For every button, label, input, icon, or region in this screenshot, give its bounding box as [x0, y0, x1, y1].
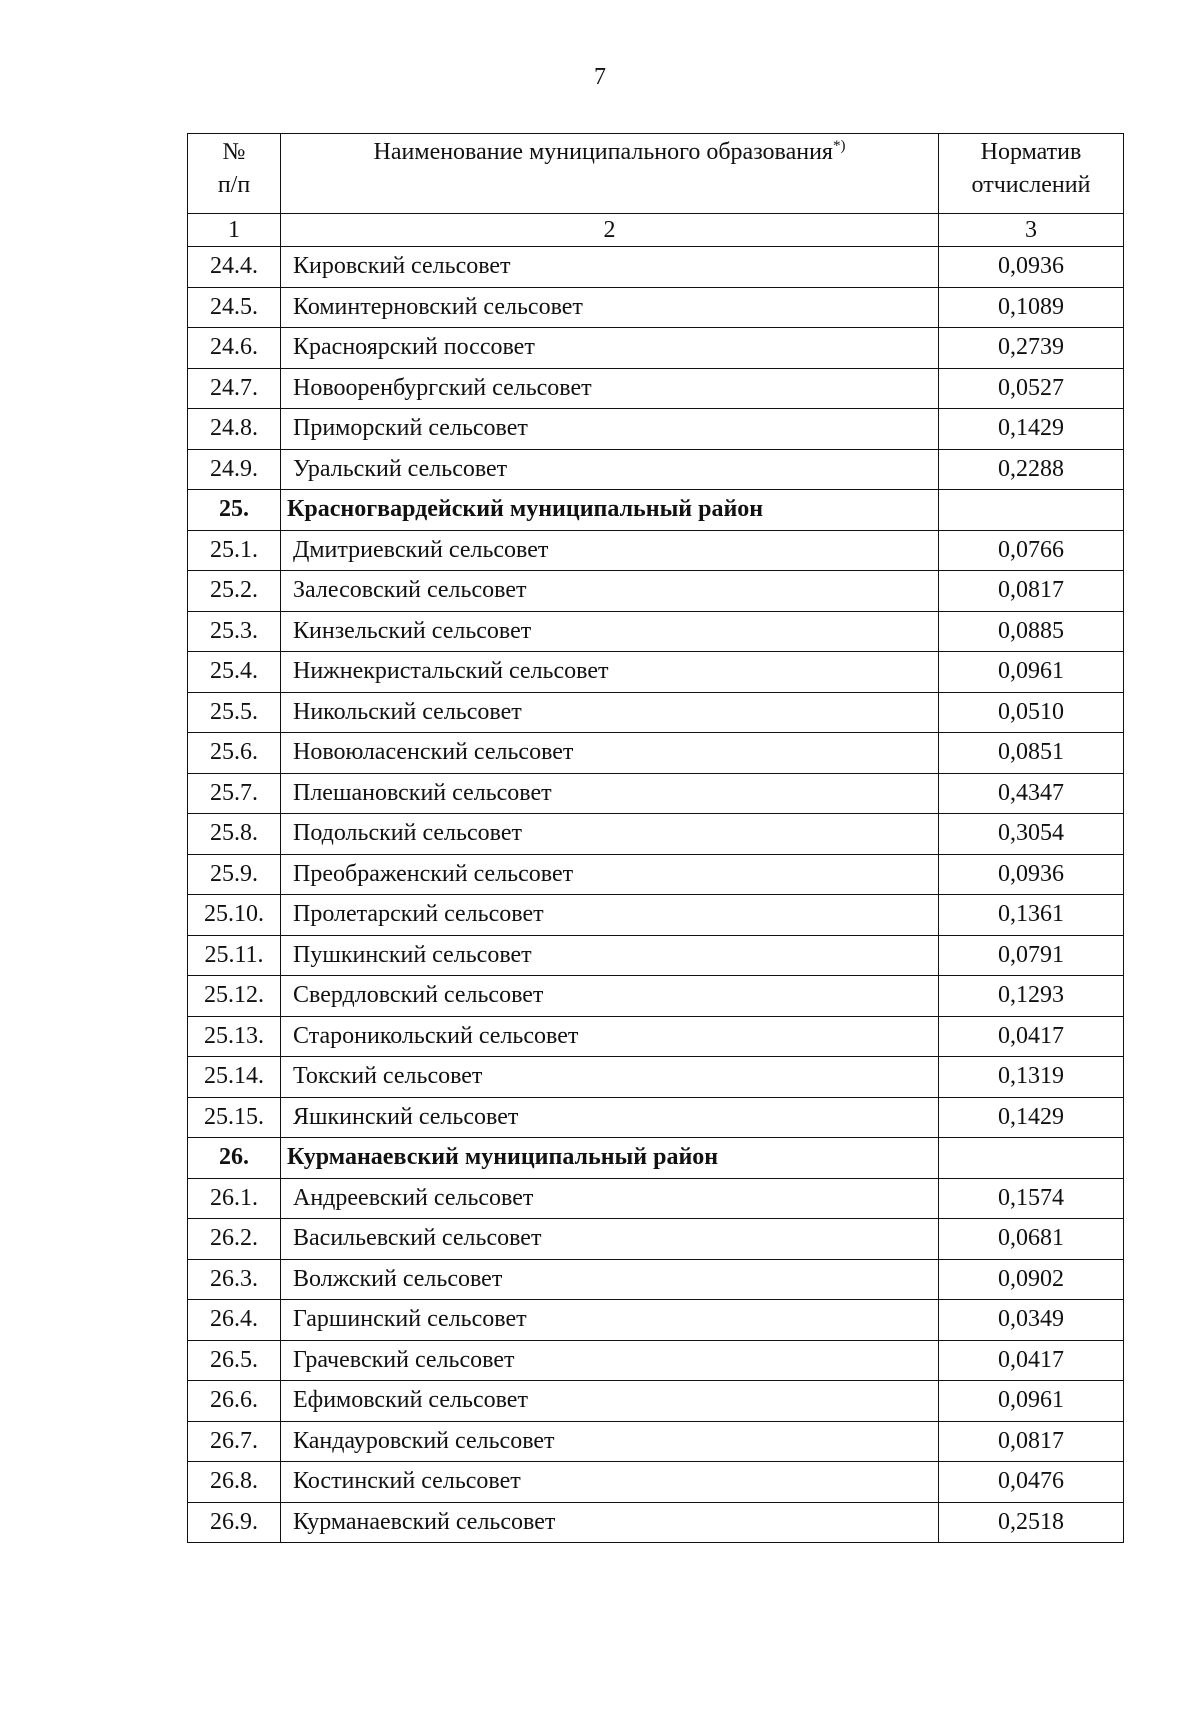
row-number: 26.: [188, 1138, 281, 1179]
row-name: Грачевский сельсовет: [281, 1340, 939, 1381]
row-number: 24.4.: [188, 247, 281, 288]
row-number: 25.1.: [188, 530, 281, 571]
row-number: 24.6.: [188, 328, 281, 369]
header-norm-line1: Норматив: [980, 139, 1082, 165]
table-row: [188, 1097, 1124, 1138]
row-name: Красноярский поссовет: [281, 328, 939, 369]
column-index-1: 1: [188, 214, 281, 247]
row-number: 26.3.: [188, 1259, 281, 1300]
row-name: Костинский сельсовет: [281, 1462, 939, 1503]
row-number: 25.3.: [188, 611, 281, 652]
row-value: 0,0817: [939, 571, 1124, 612]
table-row: [188, 692, 1124, 733]
table-row: [188, 530, 1124, 571]
row-name: Подольский сельсовет: [281, 814, 939, 855]
row-value: 0,2739: [939, 328, 1124, 369]
row-number: 25.15.: [188, 1097, 281, 1138]
table-row: [188, 773, 1124, 814]
table-row: [188, 935, 1124, 976]
row-number: 25.6.: [188, 733, 281, 774]
row-value: 0,3054: [939, 814, 1124, 855]
table-row: [188, 814, 1124, 855]
row-value: 0,0681: [939, 1219, 1124, 1260]
table-row: [188, 1340, 1124, 1381]
table-row: [188, 733, 1124, 774]
table-body: [188, 247, 1124, 1543]
row-value: 0,0766: [939, 530, 1124, 571]
row-name: Уральский сельсовет: [281, 449, 939, 490]
table-row: [188, 1381, 1124, 1422]
row-value: [939, 1138, 1124, 1179]
row-number: 24.8.: [188, 409, 281, 450]
row-name: Токский сельсовет: [281, 1057, 939, 1098]
row-value: 0,1429: [939, 1097, 1124, 1138]
table-row: [188, 287, 1124, 328]
row-name: Плешановский сельсовет: [281, 773, 939, 814]
row-number: 26.1.: [188, 1178, 281, 1219]
table-row: [188, 368, 1124, 409]
column-index-3: 3: [939, 214, 1124, 247]
row-value: [939, 490, 1124, 531]
header-norm: [939, 134, 1124, 214]
row-number: 26.4.: [188, 1300, 281, 1341]
row-value: 0,0417: [939, 1340, 1124, 1381]
district-row: [188, 1138, 1124, 1179]
table-row: [188, 1016, 1124, 1057]
row-value: 0,0817: [939, 1421, 1124, 1462]
row-name: Андреевский сельсовет: [281, 1178, 939, 1219]
row-name: Коминтерновский сельсовет: [281, 287, 939, 328]
row-number: 25.12.: [188, 976, 281, 1017]
row-name: Дмитриевский сельсовет: [281, 530, 939, 571]
row-value: 0,0961: [939, 652, 1124, 693]
row-value: 0,1361: [939, 895, 1124, 936]
row-name: Новооренбургский сельсовет: [281, 368, 939, 409]
row-name: Курманаевский сельсовет: [281, 1502, 939, 1543]
row-value: 0,0527: [939, 368, 1124, 409]
row-name: Кандауровский сельсовет: [281, 1421, 939, 1462]
row-name: Ефимовский сельсовет: [281, 1381, 939, 1422]
row-number: 25.5.: [188, 692, 281, 733]
district-row: [188, 490, 1124, 531]
row-number: 26.2.: [188, 1219, 281, 1260]
header-number-line2: п/п: [217, 172, 251, 198]
table-row: [188, 976, 1124, 1017]
table-row: [188, 895, 1124, 936]
table-row: [188, 449, 1124, 490]
row-number: 24.9.: [188, 449, 281, 490]
row-name: Залесовский сельсовет: [281, 571, 939, 612]
row-name: Волжский сельсовет: [281, 1259, 939, 1300]
table-row: [188, 611, 1124, 652]
table-row: [188, 854, 1124, 895]
row-value: 0,1319: [939, 1057, 1124, 1098]
row-value: 0,0961: [939, 1381, 1124, 1422]
table-row: [188, 1421, 1124, 1462]
table-header: [188, 134, 1124, 247]
row-number: 26.7.: [188, 1421, 281, 1462]
row-name: Яшкинский сельсовет: [281, 1097, 939, 1138]
header-number: [188, 134, 281, 214]
row-value: 0,0476: [939, 1462, 1124, 1503]
row-value: 0,2518: [939, 1502, 1124, 1543]
header-name-text: Наименование муниципального образования: [373, 139, 833, 165]
row-number: 25.9.: [188, 854, 281, 895]
row-name: Свердловский сельсовет: [281, 976, 939, 1017]
row-value: 0,0791: [939, 935, 1124, 976]
row-number: 25.14.: [188, 1057, 281, 1098]
row-number: 26.6.: [188, 1381, 281, 1422]
row-number: 26.9.: [188, 1502, 281, 1543]
row-name: Гаршинский сельсовет: [281, 1300, 939, 1341]
table-row: [188, 571, 1124, 612]
row-number: 25.13.: [188, 1016, 281, 1057]
row-name: Васильевский сельсовет: [281, 1219, 939, 1260]
row-name: Староникольский сельсовет: [281, 1016, 939, 1057]
row-value: 0,0902: [939, 1259, 1124, 1300]
row-name: Новоюласенский сельсовет: [281, 733, 939, 774]
table-row: [188, 247, 1124, 288]
page-number: 7: [594, 64, 606, 90]
table-row: [188, 328, 1124, 369]
table-row: [188, 1462, 1124, 1503]
table-row: [188, 1178, 1124, 1219]
row-value: 0,0885: [939, 611, 1124, 652]
row-number: 25.: [188, 490, 281, 531]
row-name: Пролетарский сельсовет: [281, 895, 939, 936]
row-value: 0,0936: [939, 854, 1124, 895]
table-row: [188, 1057, 1124, 1098]
row-value: 0,1293: [939, 976, 1124, 1017]
table-row: [188, 1219, 1124, 1260]
row-name: Курманаевский муниципальный район: [281, 1138, 939, 1179]
row-number: 25.8.: [188, 814, 281, 855]
header-name-footnote-mark: *): [832, 138, 846, 154]
row-number: 24.7.: [188, 368, 281, 409]
header-name: [281, 134, 939, 214]
row-number: 26.5.: [188, 1340, 281, 1381]
table-row: [188, 652, 1124, 693]
row-number: 25.4.: [188, 652, 281, 693]
row-number: 25.2.: [188, 571, 281, 612]
row-value: 0,0510: [939, 692, 1124, 733]
row-value: 0,1089: [939, 287, 1124, 328]
header-row: [188, 134, 1124, 214]
row-number: 26.8.: [188, 1462, 281, 1503]
row-value: 0,0936: [939, 247, 1124, 288]
row-name: Кировский сельсовет: [281, 247, 939, 288]
row-name: Нижнекристальский сельсовет: [281, 652, 939, 693]
row-name: Красногвардейский муниципальный район: [281, 490, 939, 531]
column-index-row: [188, 214, 1124, 247]
row-value: 0,0349: [939, 1300, 1124, 1341]
row-value: 0,1574: [939, 1178, 1124, 1219]
header-norm-line2: отчислений: [971, 172, 1091, 198]
row-value: 0,0417: [939, 1016, 1124, 1057]
row-value: 0,4347: [939, 773, 1124, 814]
norm-table: [187, 133, 1124, 1543]
row-name: Приморский сельсовет: [281, 409, 939, 450]
header-number-line1: №: [222, 139, 246, 165]
row-value: 0,0851: [939, 733, 1124, 774]
row-number: 25.7.: [188, 773, 281, 814]
table-row: [188, 1300, 1124, 1341]
row-name: Кинзельский сельсовет: [281, 611, 939, 652]
row-name: Никольский сельсовет: [281, 692, 939, 733]
table-row: [188, 409, 1124, 450]
row-name: Пушкинский сельсовет: [281, 935, 939, 976]
row-value: 0,2288: [939, 449, 1124, 490]
table-row: [188, 1259, 1124, 1300]
row-number: 25.11.: [188, 935, 281, 976]
table-row: [188, 1502, 1124, 1543]
row-value: 0,1429: [939, 409, 1124, 450]
row-number: 24.5.: [188, 287, 281, 328]
row-number: 25.10.: [188, 895, 281, 936]
row-name: Преображенский сельсовет: [281, 854, 939, 895]
column-index-2: 2: [281, 214, 939, 247]
